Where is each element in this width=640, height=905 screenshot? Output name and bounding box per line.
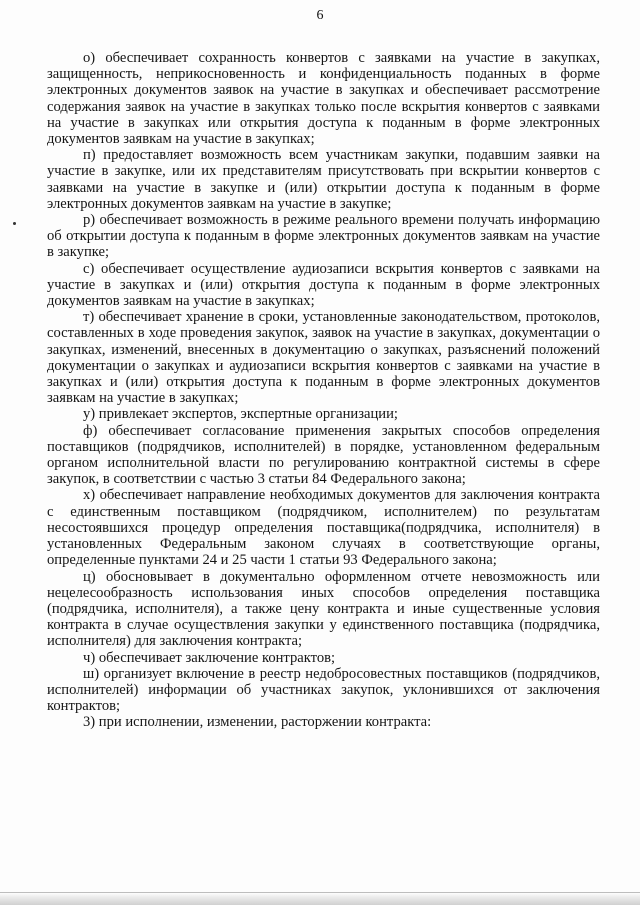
clause-p: п) предоставляет возможность всем участникам закупки, подавшим заявки на участие в закупке, или их представителям присутствовать при вскрытии конвертов с заявками на участие в закупке и (или) открытии доступа к поданным в форме электронных документов заявкам на участие в закупке; [47, 147, 600, 212]
scan-artifact-mark [13, 222, 16, 225]
page-number: 6 [316, 8, 324, 23]
clause-t: т) обеспечивает хранение в сроки, установленные законодательством, протоколов, составленных в ходе проведения закупок, заявок на участие в закупках, документации о закупках, изменений, внесенных в документацию о закупках, разъяснений положений документации о закупках и аудиозаписи вскрытия конвертов с заявками на участие в закупках и (или) открытия доступа к поданным в форме электронных документов заявкам на участие в закупках; [47, 309, 600, 407]
clause-ts: ц) обосновывает в документально оформленном отчете невозможность или нецелесообразность использования иных способов определения поставщика (подрядчика, исполнителя), а также цену контракта и иные существенные условия контракта в случае осуществления закупки у единственного поставщика (подрядчика, исполнителя) для заключения контракта; [47, 568, 600, 650]
clause-u: у) привлекает экспертов, экспертные организации; [83, 406, 398, 423]
clause-s: с) обеспечивает осуществление аудиозаписи вскрытия конвертов с заявками на участие в закупках и (или) открытия доступа к поданным в форме электронных документов заявкам на участие в закупках; [47, 260, 600, 310]
clause-r: р) обеспечивает возможность в режиме реального времени получать информацию об открытии доступа к поданным в форме электронных документов заявкам на участие в закупке; [47, 212, 600, 261]
scan-bottom-edge [0, 892, 640, 905]
section-3-heading: 3) при исполнении, изменении, расторжении контракта: [83, 714, 432, 731]
document-body [47, 50, 600, 731]
clause-ch: ч) обеспечивает заключение контрактов; [83, 649, 336, 666]
clause-f: ф) обеспечивает согласование применения закрытых способов определения поставщиков (подрядчиков, исполнителей) в порядке, установленном федеральным органом исполнительной власти по регулированию контрактной системы в сфере закупок, в соответствии с частью 3 статьи 84 Федерального закона; [47, 422, 600, 488]
clause-o: о) обеспечивает сохранность конвертов с заявками на участие в закупках, защищенность, неприкосновенность и конфиденциальность поданных в форме электронных документов заявок на участие в закупках и обеспечивает рассмотрение содержания заявок на участие в закупках только после вскрытия конвертов с заявками на участие в закупках или открытия доступа к поданным в форме электронных документов заявкам на участие в закупках; [47, 50, 600, 148]
clause-sh: ш) организует включение в реестр недобросовестных поставщиков (подрядчиков, исполнителей) информации об участниках закупок, уклонившихся от заключения контрактов; [47, 665, 600, 715]
clause-kh: х) обеспечивает направление необходимых документов для заключения контракта с единственным поставщиком (подрядчиком, исполнителем) по результатам несостоявшихся процедур определения поставщика(подрядчика, исполнителя) в установленных Федеральным законом случаях в соответствующие органы, определенные пунктами 24 и 25 части 1 статьи 93 Федерального закона; [47, 487, 600, 569]
